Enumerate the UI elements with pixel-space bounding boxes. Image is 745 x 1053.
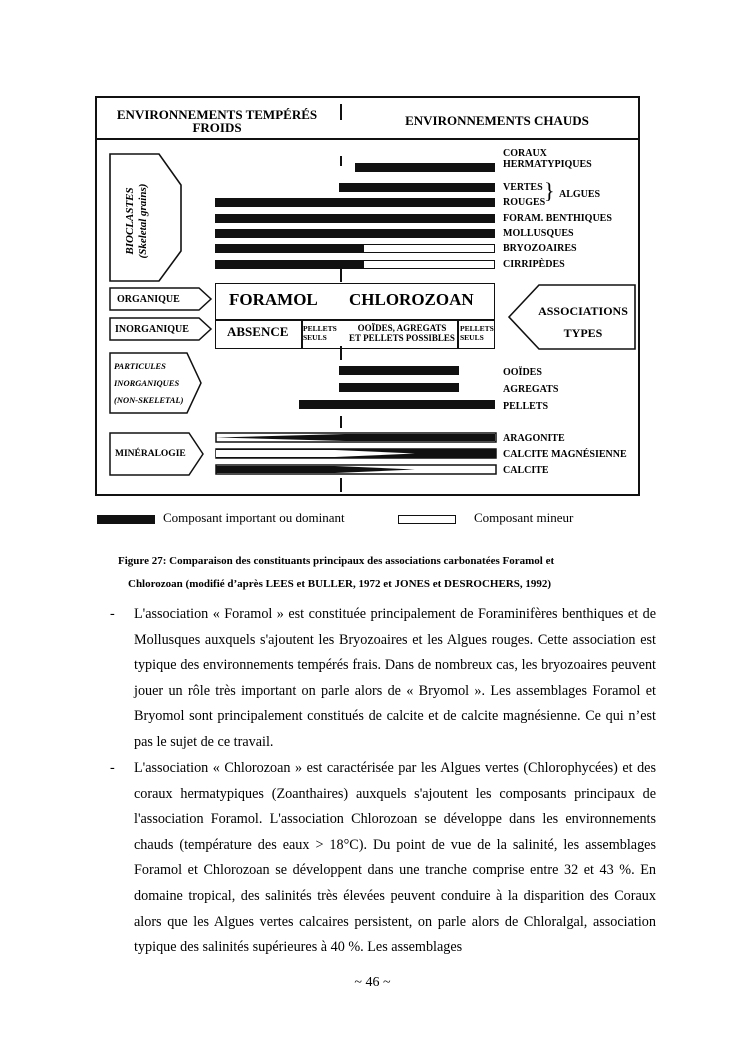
particules-line2: INORGANIQUES xyxy=(114,378,180,388)
header-temperate xyxy=(99,108,335,134)
algues-brace: } xyxy=(544,178,555,203)
legend-minor-label: Composant mineur xyxy=(474,510,574,525)
mineralogie-label: MINÉRALOGIE xyxy=(115,449,186,459)
paragraph-foramol-text: L'association « Foramol » est constituée principalement de Foraminifères benthiques et de Mollusques auxquels s'ajoutent les Bryozoaires et les Algues rouges. Cette association est typique des environnements tempérés frais. Dans de nombreux cas, les bryozoaires peuvent jouer un rôle très important on parle alors de « Bryomol ». Les assemblages Foramol et Bryomol sont principalement constitués de calcite et de calcite magnésienne. Ce qui n’est pas le sujet de ce travail. xyxy=(134,606,656,750)
bar-coraux xyxy=(355,163,495,172)
mineralogy-wedges xyxy=(215,432,497,478)
organique-label: ORGANIQUE xyxy=(117,294,180,305)
label-rouges: ROUGES xyxy=(503,197,546,208)
particules-line3: (NON-SKELETAL) xyxy=(114,395,184,405)
bar-ooides xyxy=(339,366,459,375)
bioclastes-label: BIOCLASTES xyxy=(124,187,136,255)
label-foram: FORAM. BENTHIQUES xyxy=(503,213,612,224)
bar-bryozoaires xyxy=(215,244,495,253)
associations-label: ASSOCIATIONS xyxy=(538,304,628,318)
pellets-seuls-right: PELLETS SEULS xyxy=(460,324,494,342)
pellets-seuls-left: PELLETS SEULS xyxy=(303,324,337,342)
ooides-agregats-cell xyxy=(347,323,457,343)
bar-vertes xyxy=(339,183,495,192)
label-calcite-magnesienne: CALCITE MAGNÉSIENNE xyxy=(503,449,627,460)
caption-line2: Chlorozoan (modifié d’après LEES et BULLER, 1972 et JONES et DESROCHERS, 1992) xyxy=(128,578,552,590)
legend-major-label: Composant important ou dominant xyxy=(163,510,345,525)
types-label: TYPES xyxy=(563,326,603,340)
particules-label xyxy=(114,358,183,409)
label-vertes: VERTES xyxy=(503,182,543,193)
divider-segment xyxy=(340,268,342,282)
associations-box-divider xyxy=(215,319,495,321)
legend-major-swatch xyxy=(97,515,155,524)
bar-cirripedes-minor xyxy=(364,261,494,268)
inorganique-label: INORGANIQUE xyxy=(115,324,189,335)
label-algues: ALGUES xyxy=(559,189,601,200)
absence-label: ABSENCE xyxy=(227,324,289,339)
label-cirripedes: CIRRIPÈDES xyxy=(503,259,565,270)
label-ooides: OOÏDES xyxy=(503,367,542,378)
label-bryozoaires: BRYOZOAIRES xyxy=(503,243,577,254)
bioclastes-sublabel: (Skeletal grains) xyxy=(137,183,149,259)
foramol-title: FORAMOL xyxy=(229,290,318,309)
associations-types-label xyxy=(533,300,633,344)
bullet-dash: - xyxy=(110,760,115,776)
bar-pellets xyxy=(299,400,495,409)
divider-segment xyxy=(340,104,342,120)
bar-mollusques xyxy=(215,229,495,238)
pellets-possibles-label: ET PELLETS POSSIBLES xyxy=(349,333,455,343)
divider-segment xyxy=(340,156,342,166)
legend-minor-swatch xyxy=(398,515,456,524)
pellets-divider xyxy=(457,320,459,348)
bar-foram xyxy=(215,214,495,223)
label-aragonite: ARAGONITE xyxy=(503,433,565,444)
header-temperate-line2: FROIDS xyxy=(192,120,242,135)
divider-segment xyxy=(340,478,342,492)
ooides-agregats-label: OOÏDES, AGREGATS xyxy=(357,323,447,333)
label-coraux-2: HERMATYPIQUES xyxy=(503,159,592,170)
bar-rouges xyxy=(215,198,495,207)
wedge-calcite-magnesienne xyxy=(216,449,496,458)
bar-agregats xyxy=(339,383,459,392)
figure-caption xyxy=(118,550,638,596)
bullet-dash: - xyxy=(110,606,115,622)
label-mollusques: MOLLUSQUES xyxy=(503,228,574,239)
header-warm: ENVIRONNEMENTS CHAUDS xyxy=(405,113,589,128)
wedge-calcite xyxy=(216,465,496,474)
bioclastes-label-wrap xyxy=(100,180,172,259)
divider-segment xyxy=(340,416,342,428)
label-agregats: AGREGATS xyxy=(503,384,559,395)
label-coraux xyxy=(503,148,592,170)
label-pellets: PELLETS xyxy=(503,401,549,412)
bar-cirripedes xyxy=(215,260,495,269)
page-number: ~ 46 ~ xyxy=(354,975,391,990)
paragraph-chlorozoan-text: L'association « Chlorozoan » est caractérisée par les Algues vertes (Chlorophycées) et des coraux hermatypiques (Zoanthaires) auxquels s'ajoutent les composants principaux de l'association Foramol. L'association Chlorozoan se développe dans les environnements chauds (température des eaux > 18°C). Du point de vue de la salinité, les assemblages Foramol et Chlorozoan se développent dans une tranche comprise entre 32 et 43 %. En domaine tropical, des salinités très élevées peuvent conduire à la disparition des Coraux alors que les Algues vertes calcaires persistent, on parle alors de Chloralgal, association typique des salinités supérieures à 40 %. Les assemblages xyxy=(134,760,656,956)
chlorozoan-title: CHLOROZOAN xyxy=(349,290,474,309)
header-temperate-line1: ENVIRONNEMENTS TEMPÉRÉS xyxy=(116,107,318,122)
paragraph-chlorozoan xyxy=(110,756,656,961)
label-coraux-1: CORAUX xyxy=(503,148,547,159)
wedge-aragonite xyxy=(216,433,496,442)
carbonate-associations-figure xyxy=(95,96,640,496)
particules-line1: PARTICULES xyxy=(114,361,166,371)
label-calcite: CALCITE xyxy=(503,465,549,476)
paragraph-foramol xyxy=(110,602,656,756)
caption-line1: Figure 27: Comparaison des constituants principaux des associations carbonatées Foramol et xyxy=(118,555,555,567)
header-divider xyxy=(97,138,638,140)
bar-bryozoaires-minor xyxy=(364,245,494,252)
